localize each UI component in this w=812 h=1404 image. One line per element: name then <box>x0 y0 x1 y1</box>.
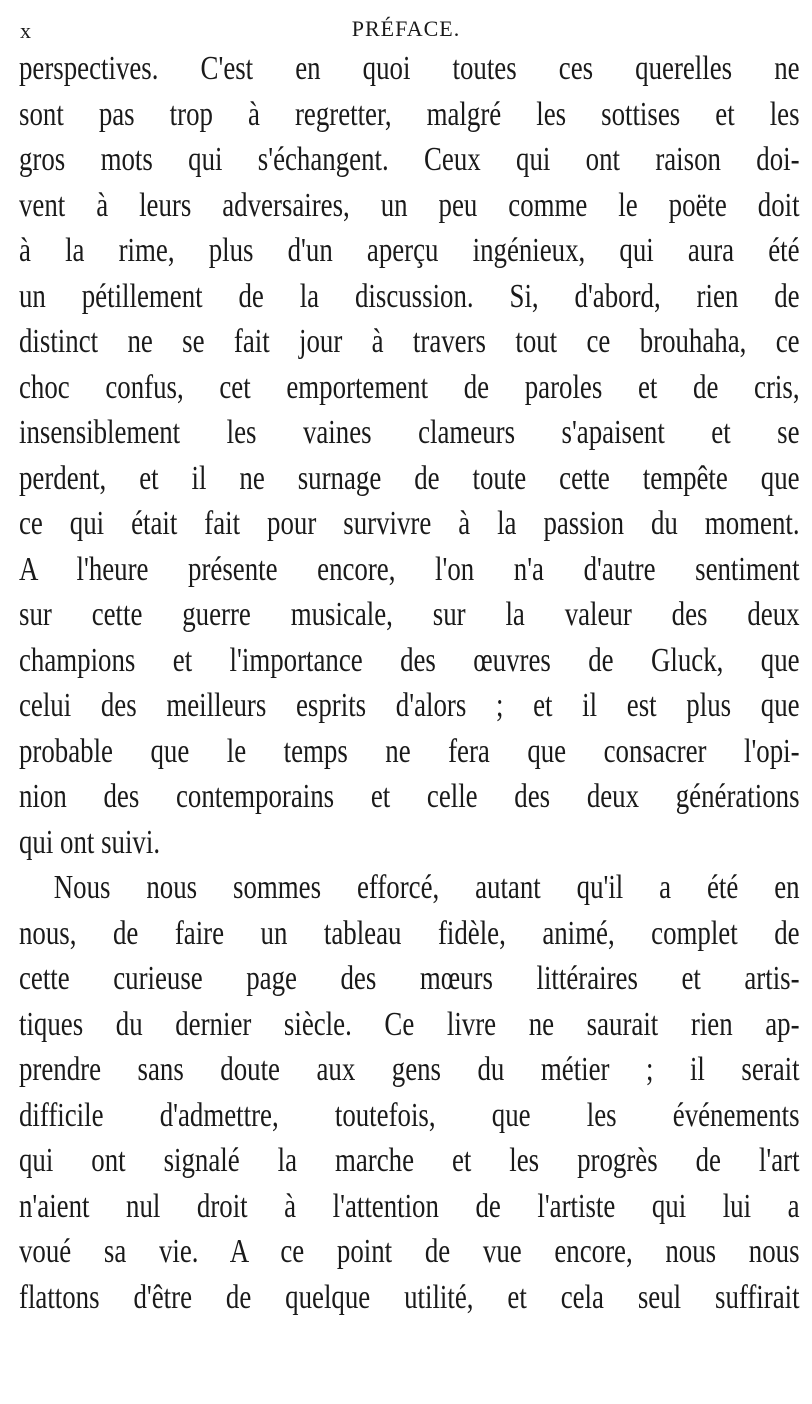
text-line: n'aient nul droit à l'attention de l'artiste qui lui a <box>19 1187 800 1225</box>
text-line: gros mots qui s'échangent. Ceux qui ont raison doi- <box>19 141 800 178</box>
paragraph-1 <box>19 46 800 865</box>
text-line: perspectives. C'est en quoi toutes ces querelles ne <box>19 50 800 87</box>
text-line: sont pas trop à regretter, malgré les sottises et les <box>19 95 800 133</box>
text-line: cette curieuse page des mœurs littéraires et artis- <box>19 960 800 997</box>
text-line: nion des contemporains et celle des deux générations <box>19 778 800 815</box>
text-line: perdent, et il ne surnage de toute cette tempête que <box>19 459 800 497</box>
text-line: A l'heure présente encore, l'on n'a d'autre sentiment <box>19 550 800 588</box>
page-header <box>18 14 794 42</box>
text-line: qui ont signalé la marche et les progrès de l'art <box>19 1142 800 1179</box>
text-line: sur cette guerre musicale, sur la valeur des deux <box>19 596 800 633</box>
text-line: qui ont suivi. <box>19 823 161 861</box>
paragraph-2 <box>19 865 800 1320</box>
running-title: PRÉFACE. <box>351 16 461 41</box>
body-text <box>19 46 800 1320</box>
text-line: prendre sans doute aux gens du métier ; il serait <box>19 1051 800 1088</box>
text-line: à la rime, plus d'un aperçu ingénieux, qui aura été <box>19 232 800 269</box>
text-line: flattons d'être de quelque utilité, et cela seul suffirait <box>19 1278 800 1316</box>
text-line: voué sa vie. A ce point de vue encore, nous nous <box>19 1233 800 1270</box>
text-line: vent à leurs adversaires, un peu comme le poëte doit <box>19 186 800 224</box>
text-line: choc confus, cet emportement de paroles et de cris, <box>19 368 800 406</box>
text-line: un pétillement de la discussion. Si, d'abord, rien de <box>19 277 800 315</box>
text-line: probable que le temps ne fera que consacrer l'opi- <box>19 732 800 770</box>
text-line: champions et l'importance des œuvres de Gluck, que <box>19 641 800 679</box>
text-line: insensiblement les vaines clameurs s'apaisent et se <box>19 414 800 451</box>
text-line: ce qui était fait pour survivre à la passion du moment. <box>19 505 800 542</box>
text-line: difficile d'admettre, toutefois, que les événements <box>19 1096 800 1134</box>
text-line: nous, de faire un tableau fidèle, animé, complet de <box>19 914 800 952</box>
text-line: distinct ne se fait jour à travers tout ce brouhaha, ce <box>19 323 800 360</box>
page-number: x <box>20 18 31 43</box>
text-line: Nous nous sommes efforcé, autant qu'il a été en <box>53 869 800 906</box>
text-line: celui des meilleurs esprits d'alors ; et il est plus que <box>19 687 800 724</box>
text-line: tiques du dernier siècle. Ce livre ne saurait rien ap- <box>19 1005 800 1043</box>
